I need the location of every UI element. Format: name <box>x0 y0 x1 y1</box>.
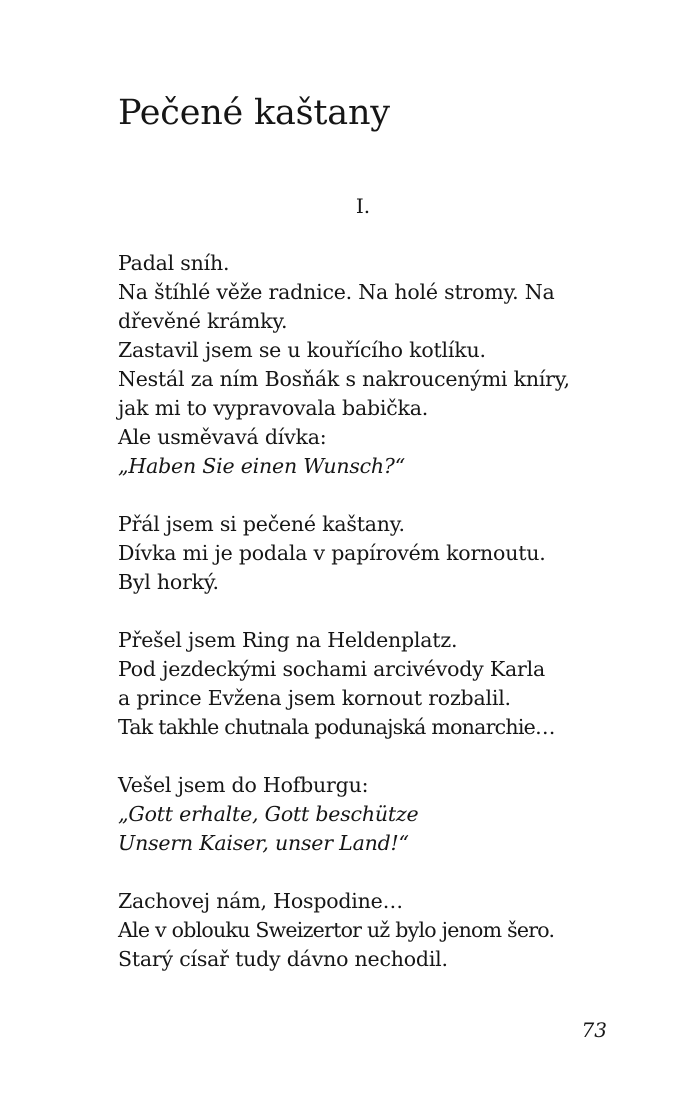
stanza-1 <box>118 249 618 481</box>
poem-line: Ale usměvavá dívka: <box>118 425 327 449</box>
section-number: I. <box>355 194 371 218</box>
stanza-2 <box>118 510 618 597</box>
poem-title: Pečené kaštany <box>118 93 390 133</box>
poem-line: Zachovej nám, Hospodine… <box>118 889 403 913</box>
poem-line-quote: „Gott erhalte, Gott beschütze <box>118 802 419 826</box>
poem-line-quote: „Haben Sie einen Wunsch?“ <box>118 454 406 478</box>
poem-line: Přál jsem si pečené kaštany. <box>118 512 405 536</box>
poem-line: a prince Evžena jsem kornout rozbalil. <box>118 686 511 710</box>
poem-line: jak mi to vypravovala babička. <box>118 396 429 420</box>
poem-line: Nestál za ním Bosňák s nakroucenými kníry, <box>118 367 570 391</box>
poem-line: Vešel jsem do Hofburgu: <box>118 773 369 797</box>
poem-line: Pod jezdeckými sochami arcivévody Karla <box>118 657 545 681</box>
poem-line: Zastavil jsem se u kouřícího kotlíku. <box>118 338 486 362</box>
poem-line: Padal sníh. <box>118 251 230 275</box>
poem-line: Ale v oblouku Sweizertor už bylo jenom šero. <box>118 918 555 942</box>
poem-line: Tak takhle chutnala podunajská monarchie… <box>118 715 555 739</box>
stanza-5 <box>118 887 618 974</box>
poem-body <box>118 249 618 1003</box>
poem-line-quote: Unsern Kaiser, unser Land!“ <box>118 831 409 855</box>
poem-line: Dívka mi je podala v papírovém kornoutu. <box>118 541 546 565</box>
poem-line: Na štíhlé věže radnice. Na holé stromy. Na <box>118 280 555 304</box>
poem-line: Přešel jsem Ring na Heldenplatz. <box>118 628 458 652</box>
stanza-4 <box>118 771 618 858</box>
poem-line: Byl horký. <box>118 570 219 594</box>
stanza-3 <box>118 626 618 742</box>
poem-line: Starý císař tudy dávno nechodil. <box>118 947 448 971</box>
poem-line: dřevěné krámky. <box>118 309 288 333</box>
page-number: 73 <box>581 1018 607 1042</box>
